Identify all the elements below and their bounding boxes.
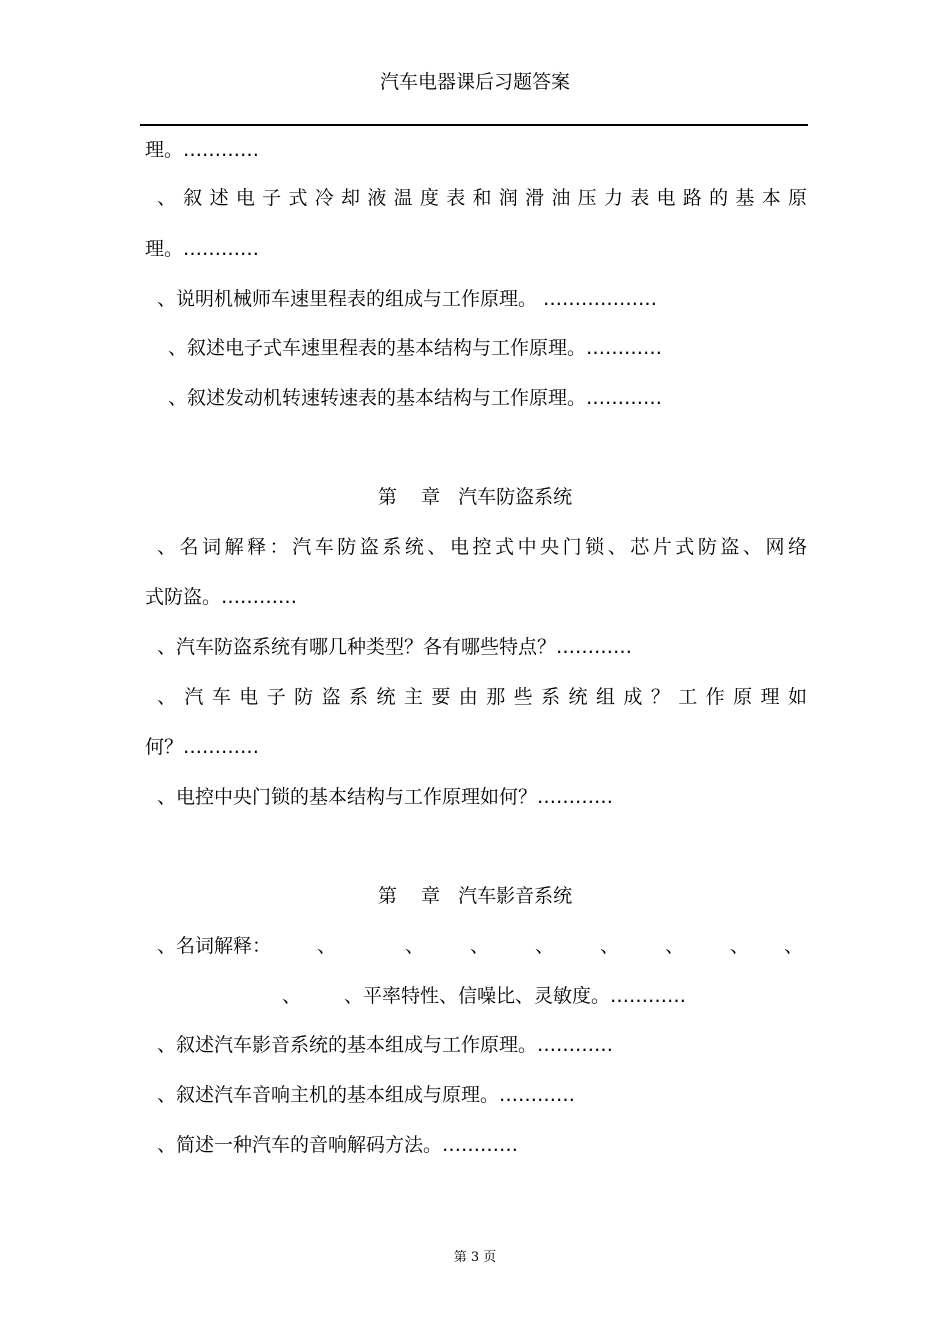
terms-separator: 、	[282, 985, 302, 1007]
text-line: 、汽车电子防盗系统主要由那些系统组成？工作原理如	[157, 686, 807, 708]
text-line: 、叙述汽车影音系统的基本组成与工作原理。…………	[157, 1034, 614, 1056]
text-line: 、叙述电子式车速里程表的基本结构与工作原理。…………	[168, 337, 663, 359]
header-rule	[140, 124, 808, 126]
text-line: 理。…………	[145, 139, 260, 161]
terms-separator: 、	[600, 935, 620, 957]
text-line: 、平率特性、信噪比、灵敏度。…………	[344, 985, 687, 1007]
text-line: 式防盗。…………	[145, 586, 298, 608]
text-line: 、说明机械师车速里程表的组成与工作原理。 ………………	[157, 288, 658, 310]
text-line: 、叙述发动机转速转速表的基本结构与工作原理。…………	[168, 387, 663, 409]
document-header-title: 汽车电器课后习题答案	[379, 71, 570, 93]
text-line: 、叙述电子式冷却液温度表和润滑油压力表电路的基本原	[157, 187, 807, 209]
terms-separator: 、	[470, 935, 490, 957]
terms-separator: 、	[665, 935, 685, 957]
text-line: 、叙述汽车音响主机的基本组成与原理。…………	[157, 1084, 576, 1106]
terms-separator: 、	[317, 935, 337, 957]
chapter-heading: 第 章 汽车影音系统	[377, 885, 573, 907]
chapter-heading: 第 章 汽车防盗系统	[377, 486, 573, 508]
terms-separator: 、	[535, 935, 555, 957]
text-line: 、汽车防盗系统有哪几种类型？各有哪些特点？…………	[157, 636, 633, 658]
text-line: 、名词解释：汽车防盗系统、电控式中央门锁、芯片式防盗、网络	[157, 536, 807, 558]
terms-separator: 、	[405, 935, 425, 957]
text-line: 何？…………	[145, 736, 260, 758]
text-line: 理。…………	[145, 238, 260, 260]
page-number: 第 3 页	[453, 1250, 497, 1265]
text-line: 、电控中央门锁的基本结构与工作原理如何？…………	[157, 786, 614, 808]
text-line: 、简述一种汽车的音响解码方法。…………	[157, 1134, 519, 1156]
terms-label: 、名词解释：	[157, 935, 272, 957]
terms-row	[157, 934, 804, 958]
terms-separator: 、	[730, 935, 750, 957]
terms-separator: 、	[784, 935, 804, 957]
